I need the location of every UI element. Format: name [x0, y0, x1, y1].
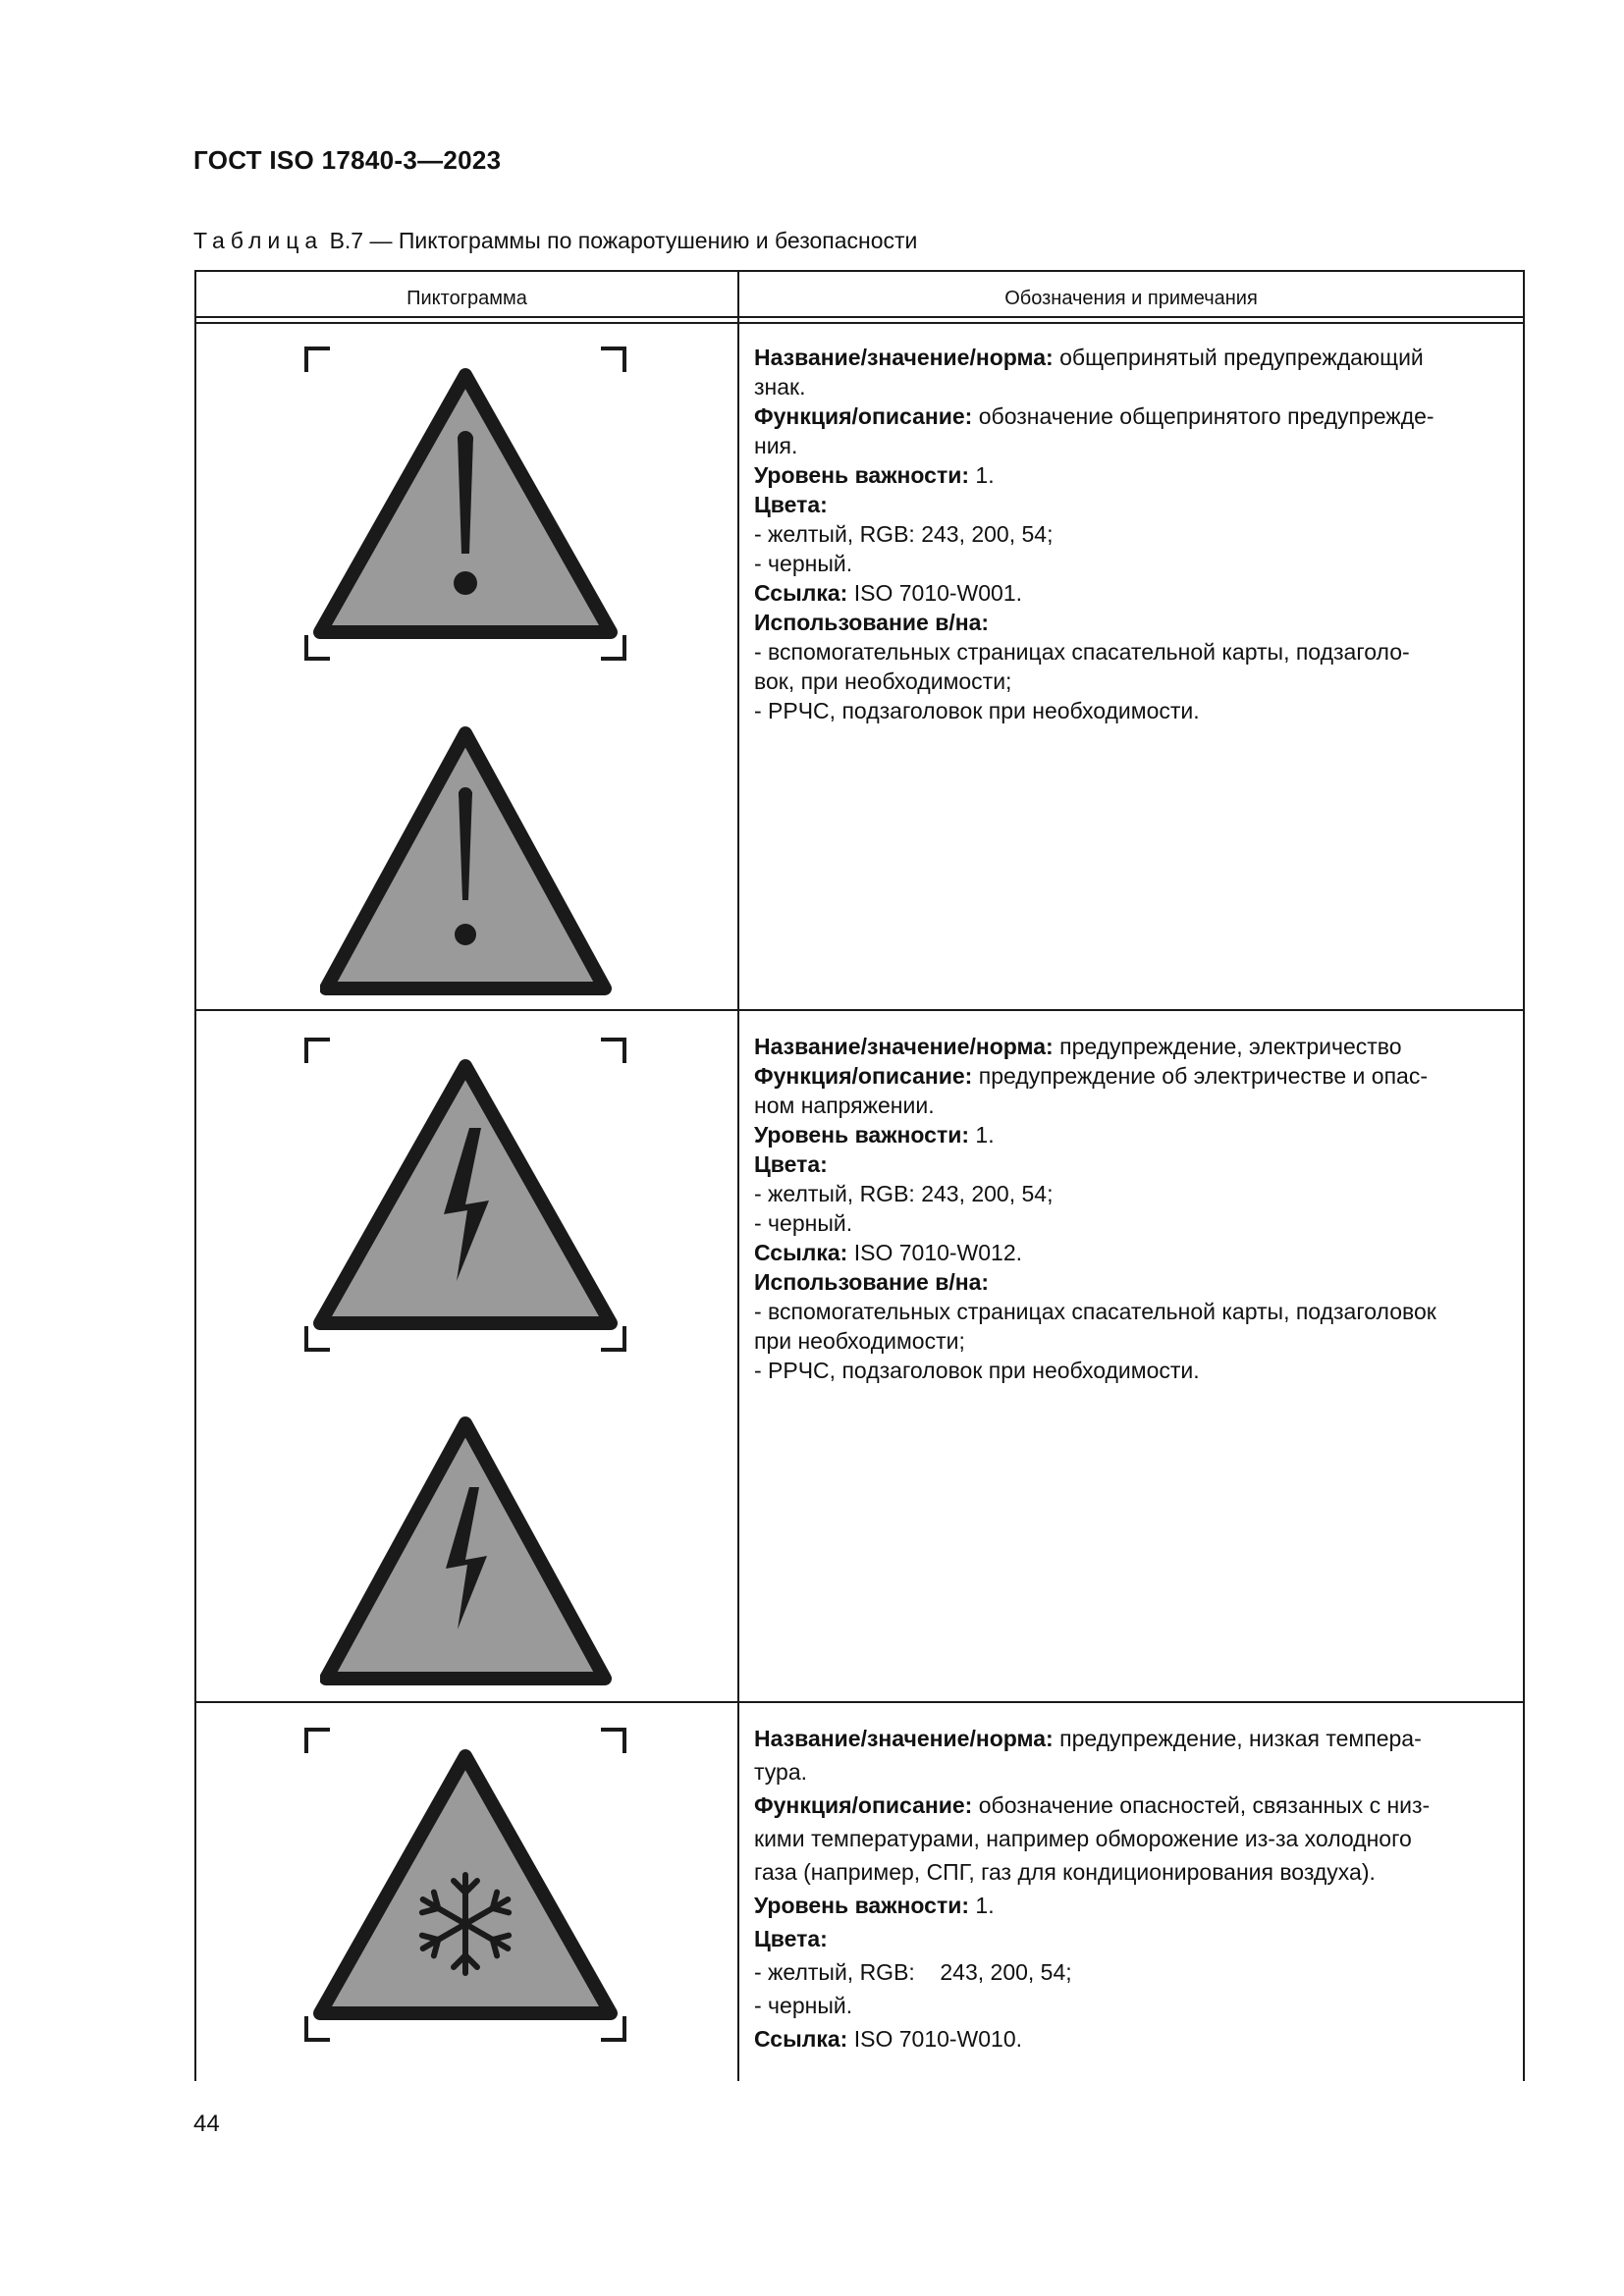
note-label: Использование в/на:: [754, 610, 990, 635]
table-caption-text: B.7 — Пиктограммы по пожаротушению и безопасности: [329, 228, 918, 253]
exclamation-warning-icon: [304, 347, 628, 661]
note-label: Уровень важности:: [754, 1122, 970, 1148]
note-value: ISO 7010-W010.: [853, 2026, 1023, 2052]
note-label: Функция/описание:: [754, 1792, 973, 1818]
note-text: ния.: [754, 433, 798, 458]
note-text: - желтый, RGB: 243, 200, 54;: [754, 1959, 1072, 1985]
note-ref-line: [754, 1238, 1510, 1267]
note-value: обозначение общепринятого предупрежде-: [978, 403, 1435, 429]
table-caption: [193, 228, 917, 254]
table-border-right: [1523, 270, 1525, 2081]
note-label: Ссылка:: [754, 580, 848, 606]
note-label: Уровень важности:: [754, 1893, 970, 1918]
header-rule-1: [194, 316, 1525, 318]
note-value: общепринятый предупреждающий: [1059, 345, 1424, 370]
note-value: ISO 7010-W001.: [853, 580, 1023, 606]
note-text: - РРЧС, подзаголовок при необходимости.: [754, 1358, 1200, 1383]
low-temperature-warning-icon: [304, 1728, 628, 2042]
note-name-line: [754, 1032, 1510, 1061]
note-text: - черный.: [754, 1993, 853, 2018]
note-name-line: [754, 343, 1510, 372]
note-value: 1.: [975, 1122, 995, 1148]
note-label: Название/значение/норма:: [754, 345, 1054, 370]
note-text: ном напряжении.: [754, 1093, 935, 1118]
note-label: Ссылка:: [754, 1240, 848, 1265]
column-header-notes: Обозначения и примечания: [1004, 287, 1258, 309]
row3-notes: [754, 1722, 1510, 2056]
table-caption-prefix: Таблица: [193, 228, 324, 253]
note-level-line: [754, 1120, 1510, 1149]
note-text: знак.: [754, 374, 806, 400]
note-level-line: [754, 1889, 1510, 1922]
note-func-line: [754, 401, 1510, 431]
note-value: 1.: [975, 462, 995, 488]
note-label: Название/значение/норма:: [754, 1726, 1054, 1751]
note-label: Название/значение/норма:: [754, 1034, 1054, 1059]
note-text: вок, при необходимости;: [754, 668, 1012, 694]
note-text: - вспомогательных страницах спасательной карты, подзаголовок: [754, 1299, 1436, 1324]
column-divider: [737, 270, 739, 2081]
note-value: 1.: [975, 1893, 995, 1918]
note-text: - черный.: [754, 551, 853, 576]
note-text: - желтый, RGB: 243, 200, 54;: [754, 521, 1054, 547]
note-value: обозначение опасностей, связанных с низ-: [978, 1792, 1431, 1818]
column-header-pictogram: Пиктограмма: [406, 287, 527, 309]
note-text: - вспомогательных страницах спасательной карты, подзаголо-: [754, 639, 1410, 665]
page-number: 44: [193, 2110, 220, 2137]
exclamation-warning-icon: [320, 723, 615, 998]
note-label: Использование в/на:: [754, 1269, 990, 1295]
note-text: тура.: [754, 1759, 808, 1785]
document-header: ГОСТ ISO 17840-3—2023: [193, 145, 502, 175]
pictogram-table: [194, 270, 1525, 2081]
table-border-left: [194, 270, 196, 2081]
note-label: Цвета:: [754, 1151, 828, 1177]
note-text: - желтый, RGB: 243, 200, 54;: [754, 1181, 1054, 1206]
note-text: кими температурами, например обморожение из-за холодного: [754, 1826, 1412, 1851]
note-text: - черный.: [754, 1210, 853, 1236]
header-rule-2: [194, 322, 1525, 324]
row-divider-2: [194, 1701, 1525, 1703]
note-value: предупреждение, низкая темпера-: [1059, 1726, 1422, 1751]
row1-notes: [754, 343, 1510, 725]
electricity-warning-icon: [320, 1414, 615, 1688]
row-divider-1: [194, 1009, 1525, 1011]
note-value: предупреждение об электричестве и опас-: [978, 1063, 1428, 1089]
note-name-line: [754, 1722, 1510, 1755]
note-label: Уровень важности:: [754, 462, 970, 488]
electricity-warning-icon: [304, 1038, 628, 1352]
note-func-line: [754, 1061, 1510, 1091]
note-text: газа (например, СПГ, газ для кондиционирования воздуха).: [754, 1859, 1376, 1885]
row2-notes: [754, 1032, 1510, 1385]
note-value: предупреждение, электричество: [1059, 1034, 1402, 1059]
note-ref-line: [754, 578, 1510, 608]
note-text: - РРЧС, подзаголовок при необходимости.: [754, 698, 1200, 723]
note-text: при необходимости;: [754, 1328, 965, 1354]
note-value: ISO 7010-W012.: [853, 1240, 1023, 1265]
note-label: Цвета:: [754, 492, 828, 517]
note-label: Функция/описание:: [754, 1063, 973, 1089]
table-border-top: [194, 270, 1525, 272]
note-level-line: [754, 460, 1510, 490]
note-label: Функция/описание:: [754, 403, 973, 429]
note-label: Ссылка:: [754, 2026, 848, 2052]
note-ref-line: [754, 2022, 1510, 2056]
note-func-line: [754, 1789, 1510, 1822]
note-label: Цвета:: [754, 1926, 828, 1951]
